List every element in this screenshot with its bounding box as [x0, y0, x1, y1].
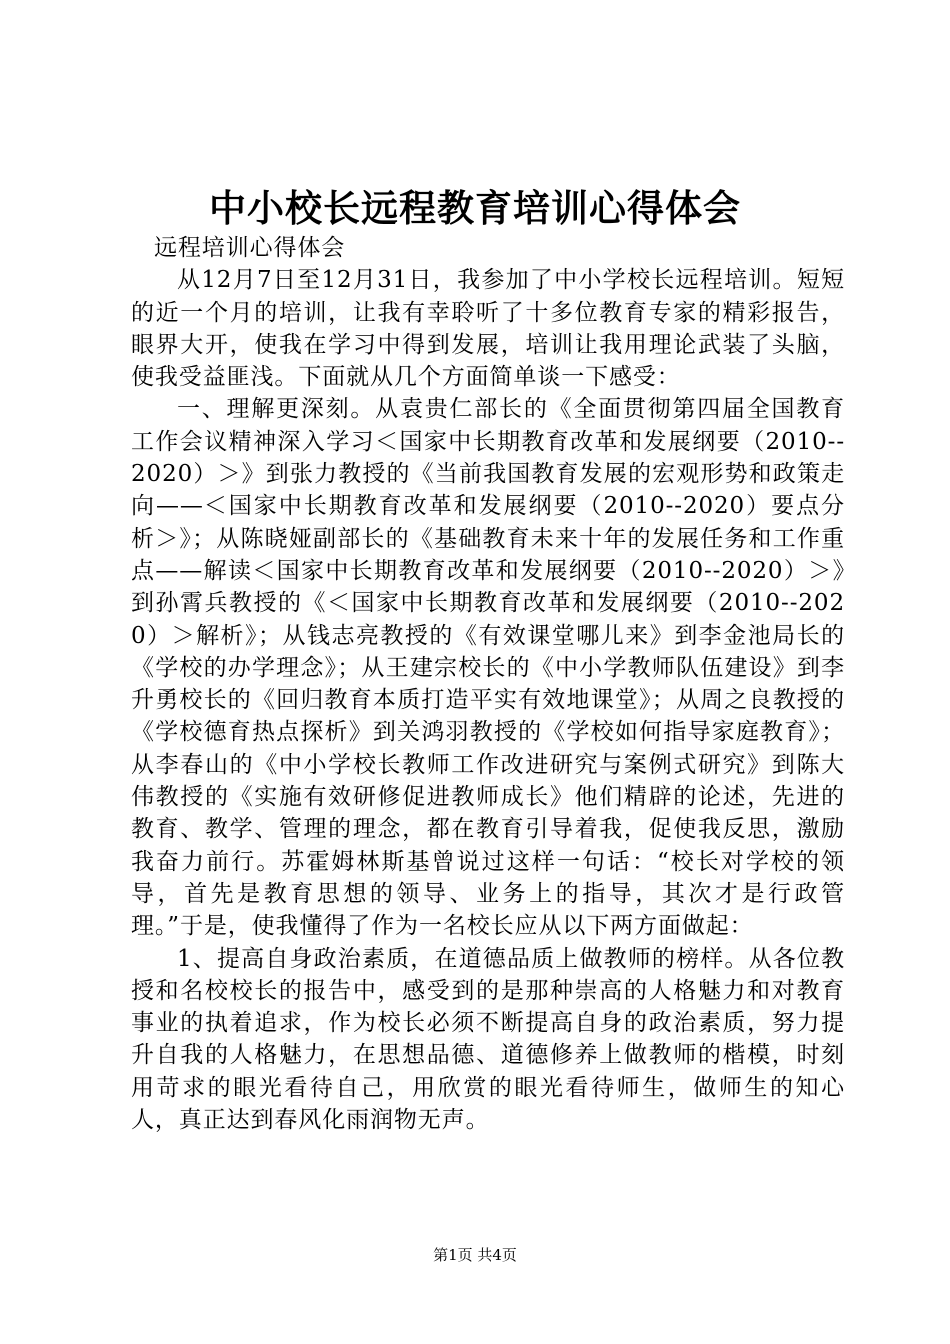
page-number-footer: 第1页 共4页	[433, 1246, 517, 1264]
document-title: 中小校长远程教育培训心得体会	[209, 186, 741, 230]
paragraph-section-one: 一、理解更深刻。从袁贵仁部长的《全面贯彻第四届全国教育工作会议精神深入学习＜国家中长期教育改革和发展纲要（2010--2020）＞》到张力教授的《当前我国教育发展的宏观形势和政策走向——＜国家中长期教育改革和发展纲要（2010--2020）要点分析＞》；从陈晓娅副部长的《基础教育未来十年的发展任务和工作重点——解读＜国家中长期教育改革和发展纲要（2010--2020）＞》到孙霄兵教授的《＜国家中长期教育改革和发展纲要（2010--2020）＞解析》；从钱志亮教授的《有效课堂哪儿来》到李金池局长的《学校的办学理念》；从王建宗校长的《中小学教师队伍建设》到李升勇校长的《回归教育本质打造平实有效地课堂》；从周之良教授的《学校德育热点探析》到关鸿羽教授的《学校如何指导家庭教育》；从李春山的《中小学校长教师工作改进研究与案例式研究》到陈大伟教授的《实施有效研修促进教师成长》他们精辟的论述，先进的教育、教学、管理的理念，都在教育引导着我，促使我反思，激励我奋力前行。苏霍姆林斯基曾说过这样一句话：“校长对学校的领导，首先是教育思想的领导、业务上的指导，其次才是行政管理。”于是，使我懂得了作为一名校长应从以下两方面做起：	[131, 396, 845, 940]
document-body	[131, 232, 845, 1136]
document-subtitle: 远程培训心得体会	[154, 235, 346, 261]
paragraph-intro: 从12月7日至12月31日，我参加了中小学校长远程培训。短短的近一个月的培训，让我有幸聆听了十多位教育专家的精彩报告，眼界大开，使我在学习中得到发展，培训让我用理论武装了头脑，使我受益匪浅。下面就从几个方面简单谈一下感受：	[131, 267, 845, 391]
paragraph-point-one: 1、提高自身政治素质，在道德品质上做教师的榜样。从各位教授和名校校长的报告中，感受到的是那种崇高的人格魅力和对教育事业的执着追求，作为校长必须不断提高自身的政治素质，努力提升自我的人格魅力，在思想品德、道德修养上做教师的楷模，时刻用苛求的眼光看待自己，用欣赏的眼光看待师生，做师生的知心人，真正达到春风化雨润物无声。	[131, 945, 845, 1134]
